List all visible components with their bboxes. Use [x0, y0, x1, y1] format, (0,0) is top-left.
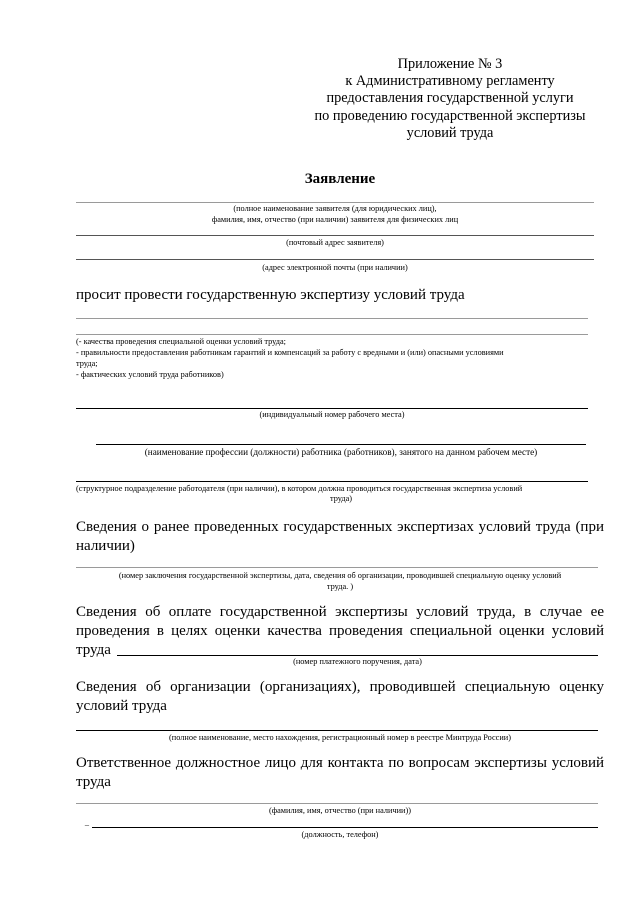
request-options-4: - фактических условий труда работников)	[76, 370, 224, 379]
contact-heading-2: труда	[76, 774, 111, 790]
profession-line[interactable]	[96, 444, 586, 445]
previous-expertise-heading-1: Сведения о ранее проведенных государственных экспертизах условий труда (при	[76, 519, 604, 535]
contact-name-line[interactable]	[76, 803, 598, 804]
previous-expertise-line[interactable]	[76, 567, 598, 568]
contact-heading-1: Ответственное должностное лицо для контакта по вопросам экспертизы условий	[76, 755, 604, 771]
applicant-name-caption-1: (полное наименование заявителя (для юридических лиц),	[233, 204, 437, 213]
appendix-line-3: предоставления государственной услуги	[326, 90, 574, 107]
email-caption: (адрес электронной почты (при наличии)	[262, 263, 408, 272]
appendix-line-5: условий труда	[406, 124, 494, 141]
email-line[interactable]	[76, 259, 594, 260]
appendix-header	[300, 56, 600, 142]
organization-line[interactable]	[76, 730, 598, 731]
payment-line[interactable]	[117, 655, 598, 656]
previous-expertise-caption-1: (номер заключения государственной экспертизы, дата, сведения об организации, проводившей специальную оценку условий	[118, 571, 562, 580]
contact-position-line[interactable]	[92, 827, 598, 828]
contact-name-caption: (фамилия, имя, отчество (при наличии))	[268, 806, 412, 815]
division-line[interactable]	[76, 481, 588, 482]
request-options-1: (- качества проведения специальной оценки условий труда;	[76, 337, 286, 346]
workplace-number-caption: (индивидуальный номер рабочего места)	[259, 410, 405, 419]
payment-heading-2: проведения в целях оценки качества проведения специальной оценки условий	[76, 623, 604, 639]
division-caption-2: труда)	[329, 494, 353, 503]
previous-expertise-heading-2: наличии)	[76, 538, 135, 554]
request-line-1[interactable]	[76, 318, 588, 319]
request-text: просит провести государственную экспертизу условий труда	[76, 287, 465, 303]
division-caption-1: (структурное подразделение работодателя (при наличии), в котором должна проводиться государственная экспертиза условий	[76, 484, 523, 493]
profession-caption: (наименование профессии (должности) работника (работников), занятого на данном рабочем месте)	[144, 447, 538, 457]
organization-heading-2: условий труда	[76, 698, 167, 714]
workplace-number-line[interactable]	[76, 408, 588, 409]
contact-position-caption: (должность, телефон)	[301, 830, 379, 839]
previous-expertise-caption-2: труда. )	[326, 582, 354, 591]
payment-heading-3: труда	[76, 642, 111, 658]
request-options-3: труда;	[76, 359, 98, 368]
organization-caption: (полное наименование, место нахождения, регистрационный номер в реестре Минтруда России)	[169, 733, 511, 742]
request-line-2[interactable]	[76, 334, 588, 335]
document-title: Заявление	[304, 171, 376, 187]
appendix-line-2: к Административному регламенту	[345, 73, 555, 90]
request-options-2: - правильности предоставления работникам гарантий и компенсаций за работу с вредными и (или) опасными условиями	[76, 348, 504, 357]
appendix-number: Приложение № 3	[397, 56, 503, 72]
applicant-name-caption-2: фамилия, имя, отчество (при наличии) заявителя для физических лиц	[211, 215, 459, 224]
contact-dash: –	[84, 820, 90, 829]
postal-address-line[interactable]	[76, 235, 594, 236]
applicant-name-line[interactable]	[76, 202, 594, 203]
organization-heading-1: Сведения об организации (организациях), проводившей специальную оценку	[76, 679, 604, 695]
appendix-line-4: по проведению государственной экспертизы	[314, 107, 586, 124]
payment-heading-1: Сведения об оплате государственной экспертизы условий труда, в случае ее	[76, 604, 604, 620]
payment-caption: (номер платежного поручения, дата)	[293, 657, 422, 666]
postal-address-caption: (почтовый адрес заявителя)	[286, 238, 384, 247]
